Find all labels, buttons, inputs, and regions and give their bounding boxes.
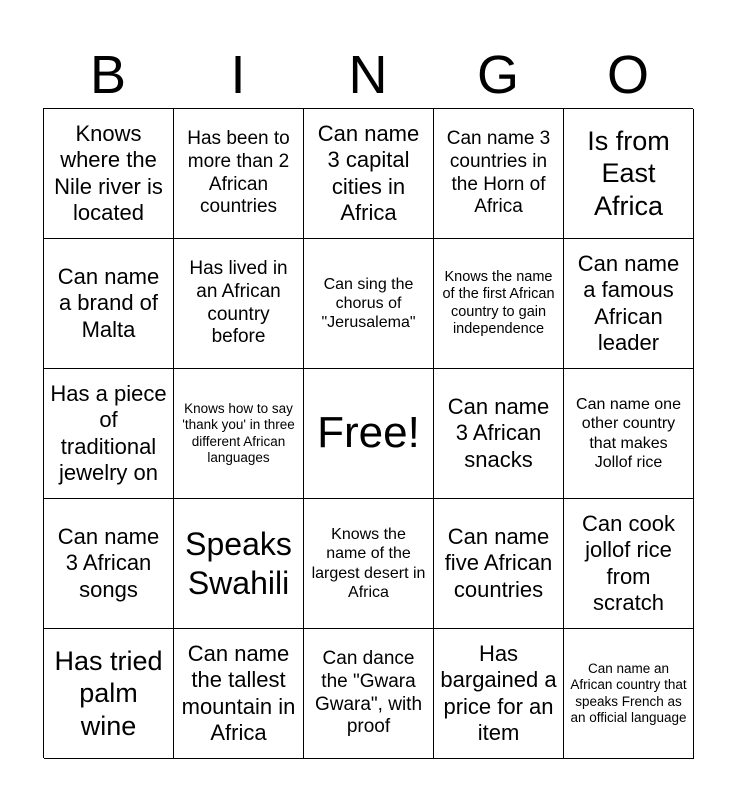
bingo-cell-1-5[interactable] <box>564 109 694 239</box>
cell-text: Has tried palm wine <box>54 645 163 741</box>
cell-text: Knows where the Nile river is located <box>54 120 163 225</box>
bingo-cell-5-5[interactable] <box>564 629 694 759</box>
bingo-cell-1-4[interactable] <box>434 109 564 239</box>
bingo-cell-5-2[interactable] <box>174 629 304 759</box>
header-letter-i: I <box>230 45 246 105</box>
cell-text: Speaks Swahili <box>185 526 292 601</box>
cell-text: Is from East Africa <box>587 125 670 221</box>
bingo-cell-4-5[interactable] <box>564 499 694 629</box>
cell-text: Can name one other country that makes Jollof rice <box>576 396 681 471</box>
cell-text: Can name a brand of Malta <box>57 263 160 342</box>
header-letter-g: G <box>476 45 519 105</box>
cell-text: Free! <box>317 408 420 458</box>
bingo-cell-4-1[interactable] <box>44 499 174 629</box>
cell-text: Has bargained a price for an item <box>440 640 557 745</box>
bingo-cell-3-4[interactable] <box>434 369 564 499</box>
bingo-cell-3-5[interactable] <box>564 369 694 499</box>
bingo-cell-1-3[interactable] <box>304 109 434 239</box>
bingo-cell-3-2[interactable] <box>174 369 304 499</box>
header-letter-n: N <box>348 45 388 105</box>
cell-text: Has been to more than 2 African countries <box>187 127 290 218</box>
cell-text: Can name an African country that speaks French as an official language <box>570 661 687 725</box>
bingo-cell-4-4[interactable] <box>434 499 564 629</box>
cell-text: Can name 3 countries in the Horn of Africa <box>446 127 551 218</box>
cell-text: Knows how to say 'thank you' in three different African languages <box>182 401 295 465</box>
cell-text: Can name a famous African leader <box>577 250 680 355</box>
header-letter-b: B <box>89 45 127 105</box>
cell-text: Can name five African countries <box>444 523 553 602</box>
bingo-cell-2-5[interactable] <box>564 239 694 369</box>
bingo-cell-3-3-free[interactable] <box>304 369 434 499</box>
bingo-cell-1-1[interactable] <box>44 109 174 239</box>
bingo-cell-1-2[interactable] <box>174 109 304 239</box>
cell-text: Can name 3 African snacks <box>447 393 550 472</box>
cell-text: Can name 3 capital cities in Africa <box>317 120 420 225</box>
header-letter-o: O <box>606 45 649 105</box>
bingo-cell-2-4[interactable] <box>434 239 564 369</box>
bingo-cell-3-1[interactable] <box>44 369 174 499</box>
cell-text: Has a piece of traditional jewelry on <box>50 380 167 485</box>
bingo-header <box>43 42 693 108</box>
cell-text: Knows the name of the first African country to gain independence <box>442 268 555 337</box>
cell-text: Can name the tallest mountain in Africa <box>181 640 296 745</box>
cell-text: Can dance the "Gwara Gwara", with proof <box>314 647 423 738</box>
bingo-grid <box>43 108 693 758</box>
cell-text: Can cook jollof rice from scratch <box>582 510 675 615</box>
cell-text: Has lived in an African country before <box>189 257 288 348</box>
cell-text: Can name 3 African songs <box>57 523 160 602</box>
bingo-cell-4-3[interactable] <box>304 499 434 629</box>
bingo-cell-5-4[interactable] <box>434 629 564 759</box>
bingo-cell-2-2[interactable] <box>174 239 304 369</box>
bingo-cell-2-3[interactable] <box>304 239 434 369</box>
cell-text: Knows the name of the largest desert in Africa <box>311 526 426 601</box>
bingo-cell-2-1[interactable] <box>44 239 174 369</box>
bingo-cell-5-3[interactable] <box>304 629 434 759</box>
bingo-cell-5-1[interactable] <box>44 629 174 759</box>
cell-text: Can sing the chorus of "Jerusalema" <box>321 275 416 332</box>
bingo-cell-4-2[interactable] <box>174 499 304 629</box>
